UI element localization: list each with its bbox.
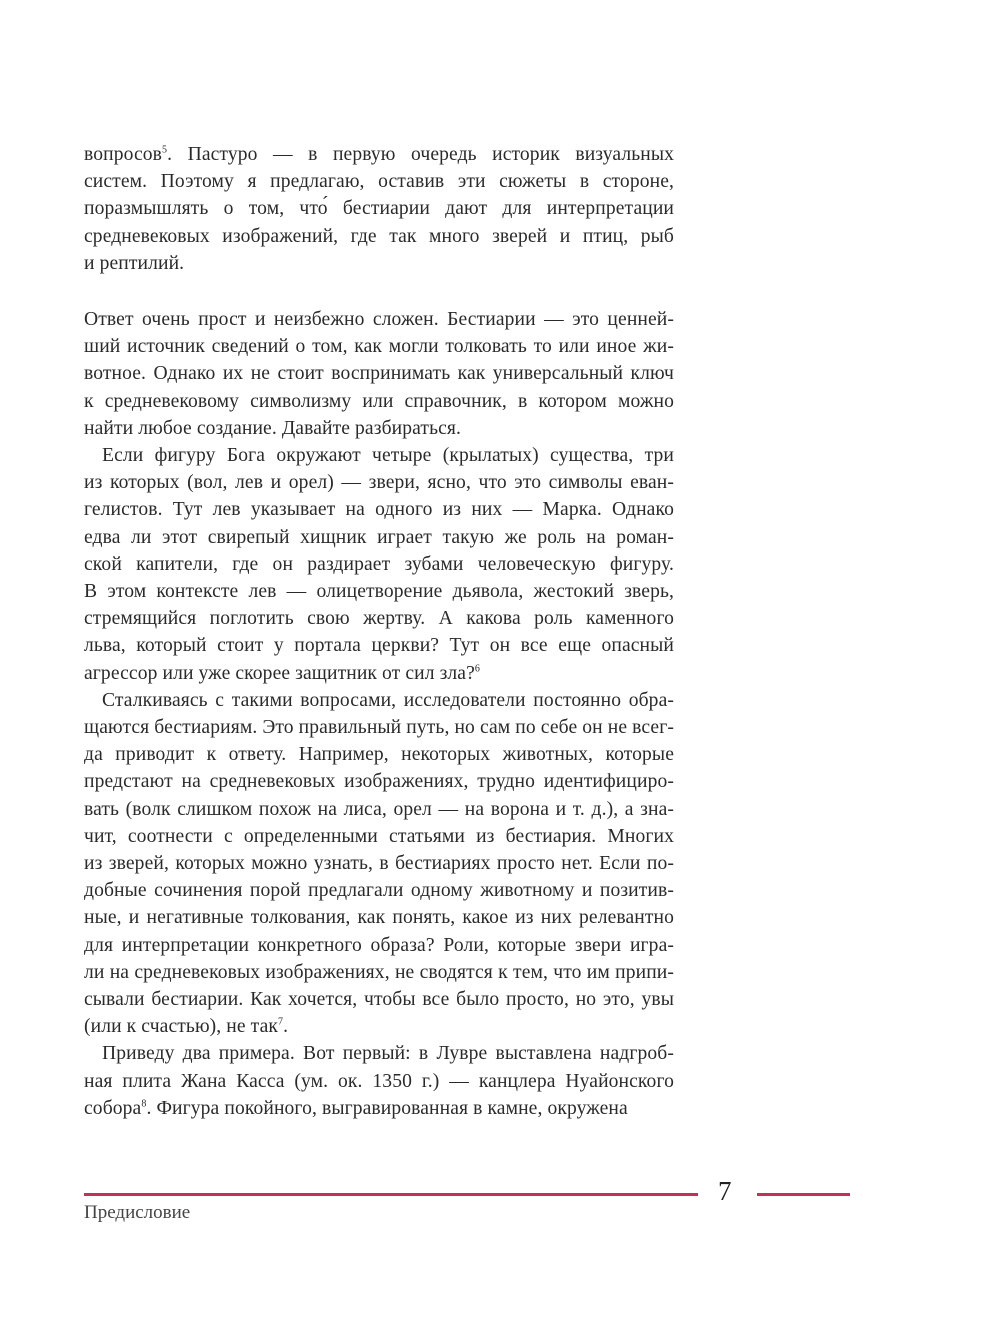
line-text: Если фигуру Бога окружают четыре (крылатых) существа, три (102, 445, 674, 467)
line-text: из зверей, которых можно узнать, в бестиариях просто нет. Если по- (84, 853, 674, 875)
page-number: 7 (718, 1176, 732, 1206)
line-text: и рептилий. (84, 252, 185, 274)
line-text: поразмышлять о том, что́ бестиарии дают для интерпретации (84, 198, 674, 220)
text-line (84, 632, 674, 659)
line-text: систем. Поэтому я предлагаю, оставив эти сюжеты в стороне, (84, 171, 674, 193)
text-line (84, 660, 674, 687)
text-line (84, 932, 674, 959)
line-text: вать (волк слишком похож на лиса, орел — на ворона и т. д.), а зна- (84, 798, 674, 820)
line-text: добные сочинения порой предлагали одному животному и позитив- (84, 880, 674, 902)
line-text: ная плита Жана Касса (ум. ок. 1350 г.) — канцлера Нуайонского (84, 1070, 674, 1092)
body-text-top (84, 141, 674, 277)
text-line (84, 1095, 674, 1122)
text-line (84, 388, 674, 415)
text-line (84, 551, 674, 578)
line-text: Ответ очень прост и неизбежно сложен. Бестиарии — это ценней- (84, 309, 674, 330)
line-text: В этом контексте лев — олицетворение дьявола, жестокий зверь, (84, 581, 674, 603)
text-line (84, 1040, 674, 1067)
line-text: Сталкиваясь с такими вопросами, исследователи постоянно обра- (102, 689, 674, 711)
line-text: ные, и негативные толкования, как понять, какое из них релевантно (84, 907, 674, 929)
line-text: щаются бестиариям. Это правильный путь, но сам по себе он не всег- (84, 717, 674, 739)
text-line (84, 578, 674, 605)
line-text: агрессор или уже скорее защитник от сил зла? (84, 662, 475, 684)
text-line (84, 904, 674, 931)
text-line (84, 415, 674, 442)
line-text: стремящийся поглотить свою жертву. А какова роль каменного (84, 608, 674, 630)
line-text: гелистов. Тут лев указывает на одного из них — Марка. Однако (84, 499, 674, 521)
footnote-ref: 6 (474, 663, 481, 675)
text-line (84, 442, 674, 469)
text-line (84, 306, 674, 333)
text-line (84, 496, 674, 523)
text-line (84, 223, 674, 250)
line-text: сывали бестиарии. Как хочется, чтобы все было просто, но это, увы (84, 989, 674, 1011)
text-line (84, 714, 674, 741)
text-line (84, 796, 674, 823)
footer-rule-right (757, 1193, 850, 1196)
text-line (84, 168, 674, 195)
text-line (84, 469, 674, 496)
text-line (84, 195, 674, 222)
footnote-ref: 5 (162, 144, 168, 156)
footnote-ref: 7 (278, 1016, 284, 1028)
line-text: для интерпретации конкретного образа? Роли, которые звери игра- (84, 934, 674, 956)
line-text: льва, который стоит у портала церкви? Тут он все еще опасный (84, 635, 674, 657)
line-text: едва ли этот свирепый хищник играет такую же роль на роман- (84, 526, 674, 548)
text-line (84, 850, 674, 877)
footnote-ref: 8 (141, 1098, 147, 1110)
paragraph (84, 687, 674, 1041)
line-text: да приводит к ответу. Например, некоторых животных, которые (84, 744, 674, 766)
text-line (84, 986, 674, 1013)
paragraph (84, 442, 674, 687)
text-line (84, 823, 674, 850)
line-text: ший источник сведений о том, как могли толковать то или иное жи- (84, 336, 674, 358)
text-line (84, 605, 674, 632)
line-text: вотное. Однако их не стоит воспринимать как универсальный ключ (84, 363, 674, 385)
line-text: (или к счастью), не так (84, 1016, 278, 1038)
text-line (84, 959, 674, 986)
footer-rule-left (84, 1193, 698, 1196)
text-line (84, 1013, 674, 1040)
line-text: вопросов (84, 144, 163, 165)
line-text: предстают на средневековых изображениях, трудно идентифициро- (84, 771, 674, 793)
text-line (84, 687, 674, 714)
text-line (84, 141, 674, 168)
running-footer-section: Предисловие (84, 1202, 191, 1223)
line-text: Приведу два примера. Вот первый: в Лувре выставлена надгроб- (102, 1043, 674, 1065)
text-line (84, 741, 674, 768)
line-text: из которых (вол, лев и орел) — звери, ясно, что это символы еван- (84, 472, 674, 494)
line-text-rest: . Фигура покойного, выгравированная в камне, окружена (146, 1097, 628, 1119)
paragraph (84, 1040, 674, 1122)
line-text: ской капители, где он раздирает зубами человеческую фигуру. (84, 553, 674, 575)
text-line (84, 333, 674, 360)
text-line (84, 250, 674, 277)
paragraph (84, 306, 674, 442)
line-text: к средневековому символизму или справочник, в котором можно (84, 390, 674, 412)
body-text-main (84, 306, 674, 1122)
line-text-rest: . Пастуро — в первую очередь историк визуальных (167, 144, 674, 165)
text-line (84, 360, 674, 387)
line-text: ли на средневековых изображениях, не сводятся к тем, что им припи- (84, 961, 674, 983)
text-line (84, 524, 674, 551)
text-line (84, 877, 674, 904)
line-text-rest: . (283, 1016, 289, 1038)
line-text: найти любое создание. Давайте разбираться. (84, 417, 462, 439)
text-line (84, 768, 674, 795)
line-text: средневековых изображений, где так много зверей и птиц, рыб (84, 225, 674, 247)
text-line (84, 1068, 674, 1095)
line-text: собора (84, 1097, 142, 1119)
paragraph (84, 141, 674, 277)
line-text: чит, соотнести с определенными статьями из бестиария. Многих (84, 825, 674, 847)
